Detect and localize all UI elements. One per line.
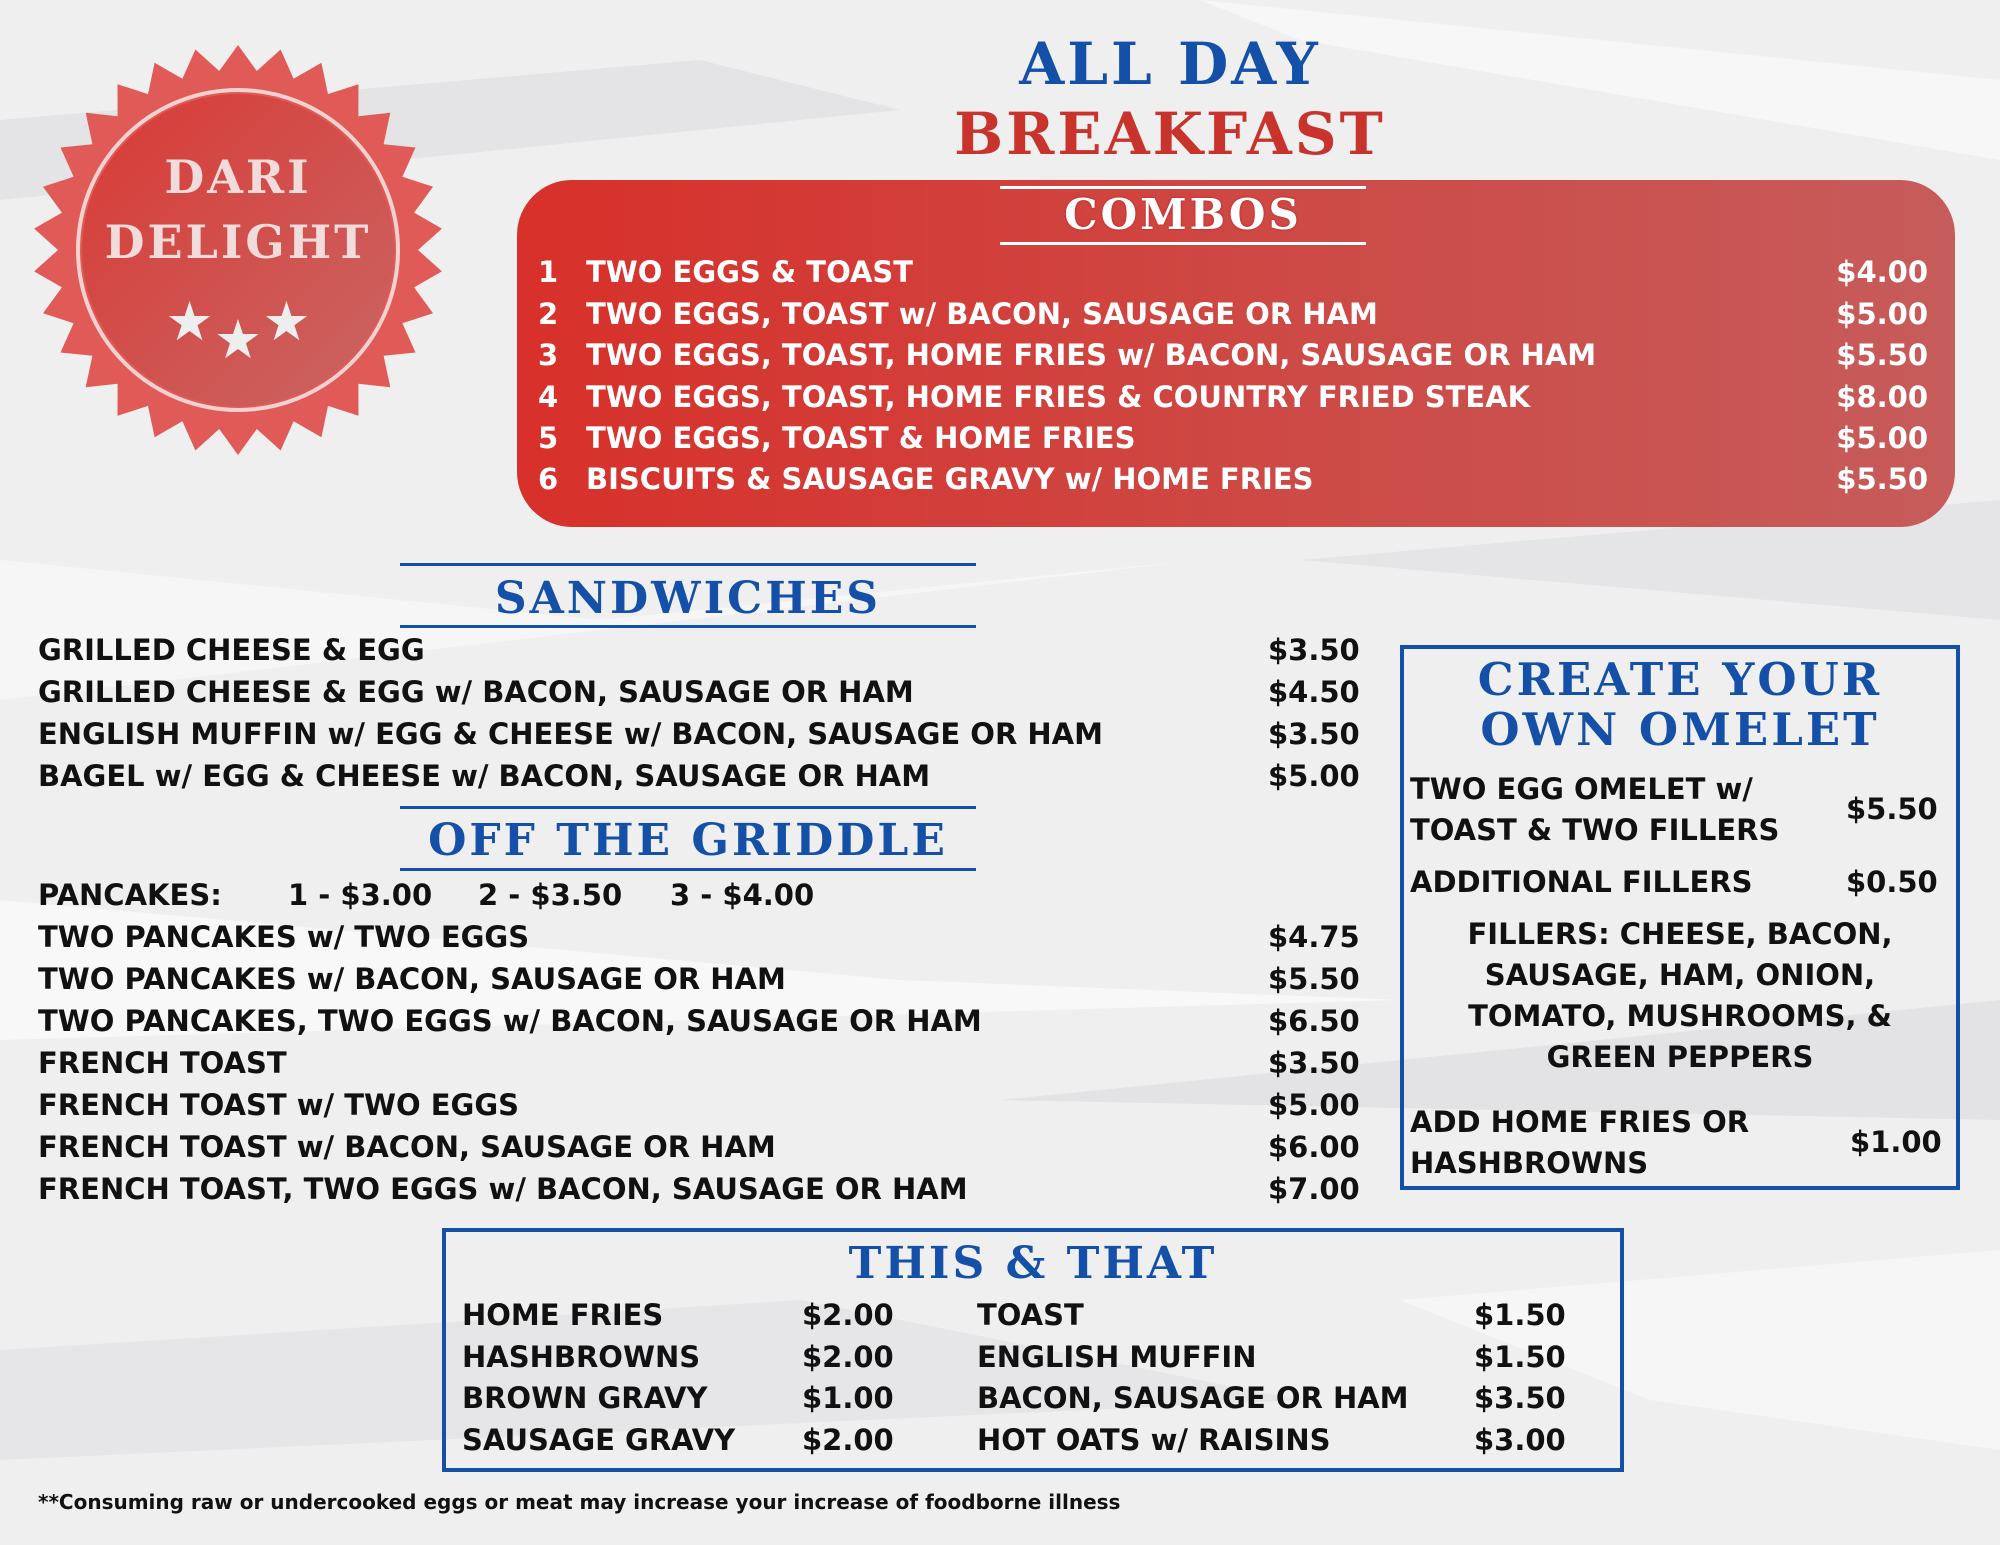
item-name: BACON, SAUSAGE OR HAM — [977, 1381, 1409, 1415]
footnote: **Consuming raw or undercooked eggs or meat may increase your increase of foodborne illness — [38, 1490, 1121, 1514]
omelet-base — [1410, 769, 1779, 851]
item-price: $3.50 — [1474, 1381, 1566, 1415]
pancakes-option-3: 3 - $4.00 — [670, 878, 815, 912]
combo-row — [538, 421, 1928, 461]
omelet-base-price: $5.50 — [1846, 792, 1938, 826]
item-name: FRENCH TOAST w/ TWO EGGS — [38, 1088, 520, 1122]
item-price: $6.00 — [1268, 1130, 1360, 1164]
menu-item — [38, 633, 1378, 673]
page-title-line2: BREAKFAST — [954, 100, 1386, 168]
combo-name: TWO EGGS, TOAST, HOME FRIES w/ BACON, SAUSAGE OR HAM — [586, 338, 1597, 372]
menu-item — [38, 1004, 1378, 1044]
side-item — [462, 1340, 700, 1380]
side-item — [462, 1298, 663, 1338]
item-name: HOME FRIES — [462, 1298, 664, 1332]
item-price: $2.00 — [802, 1340, 894, 1374]
item-name: GRILLED CHEESE & EGG w/ BACON, SAUSAGE OR HAM — [38, 675, 914, 709]
combo-number: 1 — [538, 255, 559, 289]
side-item — [977, 1381, 1409, 1421]
griddle-title: OFF THE GRIDDLE — [428, 815, 948, 866]
page-title-line1: ALL DAY — [1019, 30, 1321, 98]
combo-price: $8.00 — [1836, 380, 1928, 414]
griddle-rule-top — [400, 806, 976, 809]
item-price: $3.50 — [1268, 717, 1360, 751]
omelet-title — [1405, 655, 1955, 755]
item-price: $3.00 — [1474, 1423, 1566, 1457]
combo-row — [538, 297, 1928, 337]
omelet-base-line2: TOAST & TWO FILLERS — [1410, 813, 1780, 847]
item-name: ENGLISH MUFFIN — [977, 1340, 1257, 1374]
combo-row — [538, 462, 1928, 502]
item-name: FRENCH TOAST w/ BACON, SAUSAGE OR HAM — [38, 1130, 776, 1164]
item-price: $3.50 — [1268, 633, 1360, 667]
badge-stars — [28, 290, 448, 370]
combo-name: TWO EGGS, TOAST w/ BACON, SAUSAGE OR HAM — [586, 297, 1378, 331]
omelet-addon — [1410, 1102, 1749, 1184]
item-name: HASHBROWNS — [462, 1340, 701, 1374]
omelet-addon-price: $1.00 — [1850, 1125, 1942, 1159]
fillers-line: GREEN PEPPERS — [1546, 1040, 1814, 1074]
item-price: $5.50 — [1268, 962, 1360, 996]
combos-title: COMBOS — [1064, 190, 1302, 239]
item-price: $4.75 — [1268, 920, 1360, 954]
sandwiches-rule-top — [400, 563, 976, 566]
item-price: $1.50 — [1474, 1340, 1566, 1374]
pancakes-option-2: 2 - $3.50 — [478, 878, 623, 912]
item-name: BAGEL w/ EGG & CHEESE w/ BACON, SAUSAGE OR HAM — [38, 759, 931, 793]
menu-item — [38, 1172, 1378, 1212]
combo-number: 5 — [538, 421, 559, 455]
omelet-additional-price: $0.50 — [1846, 865, 1938, 899]
item-price: $1.00 — [802, 1381, 894, 1415]
omelet-base-line1: TWO EGG OMELET w/ — [1410, 772, 1753, 806]
menu-item — [38, 717, 1378, 757]
fillers-line: TOMATO, MUSHROOMS, & — [1468, 999, 1892, 1033]
pancakes-row — [38, 878, 1038, 918]
item-name: ENGLISH MUFFIN w/ EGG & CHEESE w/ BACON, SAUSAGE OR HAM — [38, 717, 1103, 751]
combo-name: TWO EGGS & TOAST — [586, 255, 914, 289]
fillers-line: FILLERS: CHEESE, BACON, — [1467, 917, 1893, 951]
combo-row — [538, 380, 1928, 420]
combo-row — [538, 338, 1928, 378]
combo-price: $5.00 — [1836, 421, 1928, 455]
this-and-that-title: THIS & THAT — [848, 1238, 1218, 1289]
item-name: TWO PANCAKES w/ TWO EGGS — [38, 920, 530, 954]
item-price: $7.00 — [1268, 1172, 1360, 1206]
combo-price: $5.50 — [1836, 338, 1928, 372]
item-name: TOAST — [977, 1298, 1084, 1332]
item-price: $1.50 — [1474, 1298, 1566, 1332]
omelet-fillers — [1405, 914, 1955, 1078]
item-name: BROWN GRAVY — [462, 1381, 708, 1415]
side-item — [977, 1340, 1257, 1380]
menu-item — [38, 1088, 1378, 1128]
griddle-rule-bottom — [400, 868, 976, 871]
item-price: $3.50 — [1268, 1046, 1360, 1080]
item-name: GRILLED CHEESE & EGG — [38, 633, 425, 667]
menu-item — [38, 962, 1378, 1002]
item-price: $5.00 — [1268, 1088, 1360, 1122]
menu-item — [38, 759, 1378, 799]
star-icon: ★ — [165, 292, 214, 352]
item-name: FRENCH TOAST, TWO EGGS w/ BACON, SAUSAGE OR HAM — [38, 1172, 968, 1206]
combo-price: $5.00 — [1836, 297, 1928, 331]
menu-item — [38, 675, 1378, 715]
item-price: $2.00 — [802, 1423, 894, 1457]
item-name: TWO PANCAKES w/ BACON, SAUSAGE OR HAM — [38, 962, 786, 996]
fillers-line: SAUSAGE, HAM, ONION, — [1484, 958, 1876, 992]
menu-item — [38, 920, 1378, 960]
item-price: $6.50 — [1268, 1004, 1360, 1038]
badge-line2: DELIGHT — [104, 215, 372, 269]
sandwiches-title: SANDWICHES — [494, 573, 882, 624]
side-item — [462, 1423, 735, 1463]
menu-item — [38, 1046, 1378, 1086]
omelet-additional: ADDITIONAL FILLERS — [1410, 865, 1753, 899]
side-item — [977, 1423, 1331, 1463]
combo-name: TWO EGGS, TOAST, HOME FRIES & COUNTRY FRIED STEAK — [586, 380, 1531, 414]
combo-number: 3 — [538, 338, 559, 372]
combos-rule-bottom — [1000, 242, 1366, 245]
combo-price: $5.50 — [1836, 462, 1928, 496]
combo-price: $4.00 — [1836, 255, 1928, 289]
item-price: $4.50 — [1268, 675, 1360, 709]
side-item — [462, 1381, 708, 1421]
sandwiches-rule-bottom — [400, 625, 976, 628]
combo-name: TWO EGGS, TOAST & HOME FRIES — [586, 421, 1136, 455]
combos-rule-top — [1000, 186, 1366, 189]
item-name: HOT OATS w/ RAISINS — [977, 1423, 1331, 1457]
addon-line2: HASHBROWNS — [1410, 1146, 1649, 1180]
combo-number: 2 — [538, 297, 559, 331]
item-name: SAUSAGE GRAVY — [462, 1423, 736, 1457]
badge-line1: DARI — [164, 150, 312, 204]
combo-row — [538, 255, 1928, 295]
pancakes-option-1: 1 - $3.00 — [288, 878, 433, 912]
combo-number: 4 — [538, 380, 559, 414]
omelet-title-line2: OWN OMELET — [1480, 703, 1880, 756]
item-price: $5.00 — [1268, 759, 1360, 793]
item-price: $2.00 — [802, 1298, 894, 1332]
item-name: TWO PANCAKES, TWO EGGS w/ BACON, SAUSAGE OR HAM — [38, 1004, 982, 1038]
combo-number: 6 — [538, 462, 559, 496]
menu-item — [38, 1130, 1378, 1170]
omelet-title-line1: CREATE YOUR — [1477, 653, 1883, 706]
side-item — [977, 1298, 1084, 1338]
item-name: FRENCH TOAST — [38, 1046, 287, 1080]
addon-line1: ADD HOME FRIES OR — [1410, 1105, 1750, 1139]
star-icon: ★ — [262, 292, 311, 352]
star-icon: ★ — [213, 310, 263, 370]
pancakes-label: PANCAKES: — [38, 878, 222, 912]
combo-name: BISCUITS & SAUSAGE GRAVY w/ HOME FRIES — [586, 462, 1314, 496]
